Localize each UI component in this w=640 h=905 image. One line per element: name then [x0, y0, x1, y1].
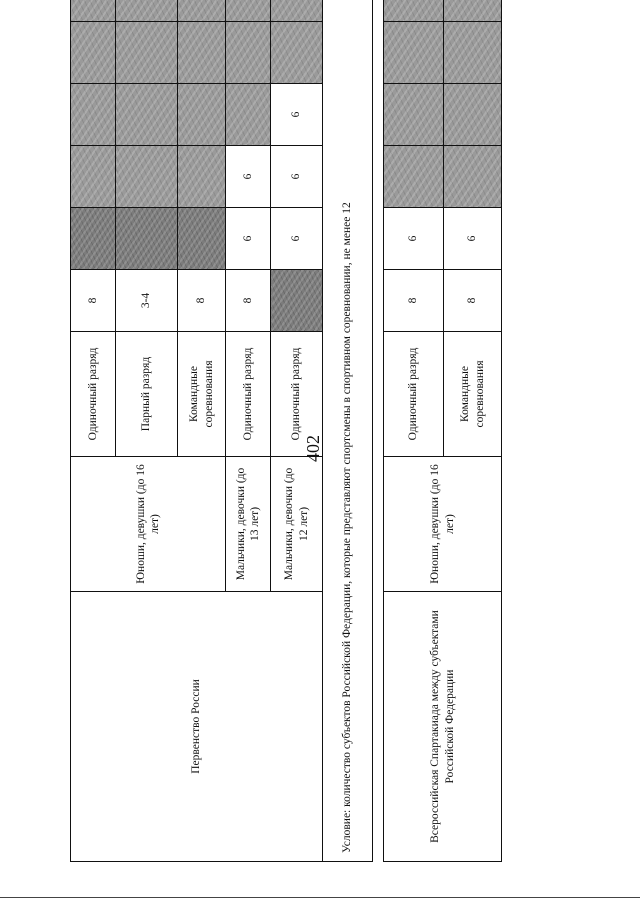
- age-group: Юноши, девушки (до 16 лет): [71, 457, 226, 592]
- shaded-cell: [116, 146, 178, 208]
- age-group: Мальчики, девочки (до 12 лет): [271, 457, 323, 592]
- shaded-cell: [178, 208, 226, 270]
- value-cell: 3-4: [116, 270, 178, 332]
- value-cell: 6: [271, 84, 323, 146]
- category: Одиночный разряд: [384, 332, 444, 457]
- shaded-cell: [226, 84, 271, 146]
- shaded-cell: [178, 84, 226, 146]
- value-cell: 6: [444, 208, 502, 270]
- value-cell: 8: [71, 270, 116, 332]
- age-group: Юноши, девушки (до 16 лет): [384, 457, 502, 592]
- spacer: [373, 0, 384, 862]
- shaded-cell: [116, 22, 178, 84]
- shaded-cell: [384, 84, 444, 146]
- category: Командные соревнования: [178, 332, 226, 457]
- shaded-cell: [384, 22, 444, 84]
- value-cell: 8: [444, 270, 502, 332]
- shaded-cell: [271, 0, 323, 22]
- rotated-table-container: [70, 45, 486, 862]
- value-cell: 6: [271, 208, 323, 270]
- age-group: Мальчики, девочки (до 13 лет): [226, 457, 271, 592]
- scan-border: [0, 897, 640, 898]
- shaded-cell: [384, 146, 444, 208]
- shaded-cell: [71, 208, 116, 270]
- value-cell: 6: [271, 146, 323, 208]
- category: Парный разряд: [116, 332, 178, 457]
- category: Одиночный разряд: [226, 332, 271, 457]
- shaded-cell: [226, 0, 271, 22]
- value-cell: 8: [226, 270, 271, 332]
- shaded-cell: [71, 146, 116, 208]
- category: Одиночный разряд: [71, 332, 116, 457]
- condition-note: Условие: количество субъектов Российской Федерации, которые представляют спортсмены в спортивном соревновании, не менее 12: [323, 0, 373, 862]
- shaded-cell: [444, 0, 502, 22]
- event-name: Всероссийская Спартакиада между субъектами Российской Федерации: [384, 592, 502, 862]
- event-name: Первенство России: [71, 592, 323, 862]
- shaded-cell: [116, 208, 178, 270]
- norms-table: [70, 0, 502, 862]
- category: Одиночный разряд: [271, 332, 323, 457]
- shaded-cell: [444, 22, 502, 84]
- shaded-cell: [271, 270, 323, 332]
- value-cell: 8: [384, 270, 444, 332]
- value-cell: 6: [226, 208, 271, 270]
- shaded-cell: [71, 0, 116, 22]
- shaded-cell: [178, 0, 226, 22]
- shaded-cell: [178, 22, 226, 84]
- value-cell: 6: [226, 146, 271, 208]
- shaded-cell: [444, 146, 502, 208]
- shaded-cell: [178, 146, 226, 208]
- shaded-cell: [71, 84, 116, 146]
- page-number: 402: [303, 435, 323, 462]
- shaded-cell: [384, 0, 444, 22]
- shaded-cell: [71, 22, 116, 84]
- shaded-cell: [226, 22, 271, 84]
- value-cell: 6: [384, 208, 444, 270]
- category: Командные соревнования: [444, 332, 502, 457]
- shaded-cell: [444, 84, 502, 146]
- shaded-cell: [116, 84, 178, 146]
- shaded-cell: [116, 0, 178, 22]
- value-cell: 8: [178, 270, 226, 332]
- shaded-cell: [271, 22, 323, 84]
